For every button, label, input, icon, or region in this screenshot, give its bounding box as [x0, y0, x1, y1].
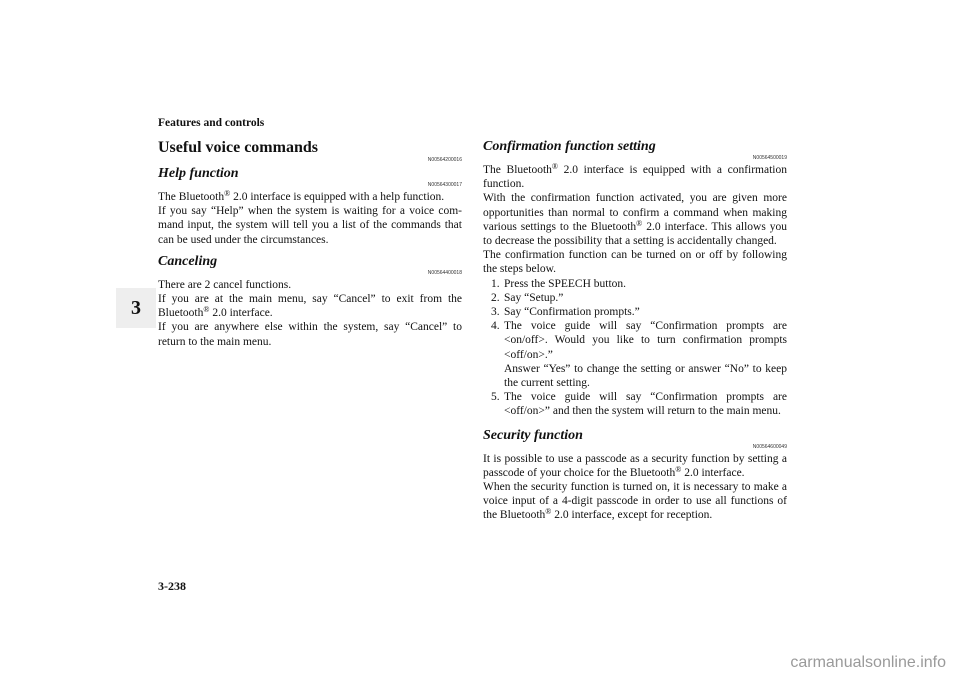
section-title-block	[158, 138, 462, 163]
list-item: 1. Press the SPEECH button.	[491, 277, 627, 290]
security-paragraph-2: When the security function is turned on, it is necessary to make a voice input of a 4-digit passcode in order to use all functions of the Bluetooth® 2.0 interface, except for reception.	[483, 481, 787, 522]
section-title-code: N00564200016	[427, 157, 462, 163]
list-item: 3. Say “Confirmation prompts.”	[491, 306, 640, 319]
confirmation-heading: Confirmation function setting	[483, 139, 656, 154]
security-heading-block	[483, 427, 787, 450]
confirmation-steps	[483, 277, 787, 419]
confirmation-heading-block	[483, 138, 787, 161]
registered-mark: ®	[636, 218, 643, 228]
canceling-heading-block	[158, 253, 462, 276]
canceling-paragraph-1: There are 2 cancel functions.	[158, 278, 292, 291]
canceling-heading: Canceling	[158, 253, 218, 269]
canceling-paragraph-2: If you are at the main menu, say “Cancel” to exit from the Bluetooth® 2.0 interface.	[158, 293, 462, 320]
canceling-code: N00564400018	[427, 269, 462, 276]
help-heading-block	[158, 165, 462, 188]
list-item: 2. Say “Setup.”	[491, 291, 564, 304]
registered-mark: ®	[675, 464, 682, 474]
section-header: Features and controls	[158, 117, 265, 129]
help-paragraph-1: The Bluetooth® 2.0 interface is equipped with a help function.	[158, 189, 445, 203]
page-number: 3-238	[158, 579, 186, 593]
registered-mark: ®	[545, 507, 552, 517]
section-title: Useful voice commands	[158, 139, 318, 156]
list-item: 5. The voice guide will say “Confirmation prompts are <off/on>” and then the system will return to the main menu.	[491, 391, 787, 418]
step-4-answer: Answer “Yes” to change the setting or answer “No” to keep the current setting.	[504, 362, 787, 390]
confirmation-paragraph-1: The Bluetooth® 2.0 interface is equipped with a confirmation function.	[483, 162, 787, 191]
registered-mark: ®	[203, 305, 210, 315]
help-code: N00564300017	[427, 182, 462, 188]
confirmation-code: N00564500019	[752, 155, 787, 161]
right-column	[483, 138, 787, 523]
left-column	[158, 138, 462, 349]
help-paragraph-2: If you say “Help” when the system is waiting for a voice com-mand input, the system will tell you a list of the commands that can be used under the circumstances.	[158, 205, 462, 246]
chapter-number: 3	[131, 297, 141, 319]
confirmation-paragraph-2: With the confirmation function activated, you are given more opportunities than normal to confirm a command when making various settings to the Bluetooth® 2.0 interface. This allows you to decrease the possibility that a setting is accidentally changed.	[483, 192, 787, 248]
canceling-paragraph-3: If you are anywhere else within the system, say “Cancel” to return to the main menu.	[158, 321, 462, 348]
security-paragraph-1: It is possible to use a passcode as a security function by setting a passcode of your choice for the Bluetooth® 2.0 interface.	[483, 452, 787, 479]
registered-mark: ®	[551, 162, 558, 171]
security-code: N00564600049	[752, 443, 787, 450]
watermark: carmanualsonline.info	[790, 654, 946, 671]
registered-mark: ®	[224, 189, 231, 198]
help-heading: Help function	[158, 166, 239, 181]
security-heading: Security function	[483, 427, 583, 443]
confirmation-paragraph-3: The confirmation function can be turned on or off by following the steps below.	[483, 249, 787, 276]
list-item: 4. The voice guide will say “Confirmation prompts are <on/off>. Would you like to turn confirmation prompts <off/on>.” Answer “Yes” to change the setting or answer “No” to keep the current setting.	[491, 320, 787, 390]
